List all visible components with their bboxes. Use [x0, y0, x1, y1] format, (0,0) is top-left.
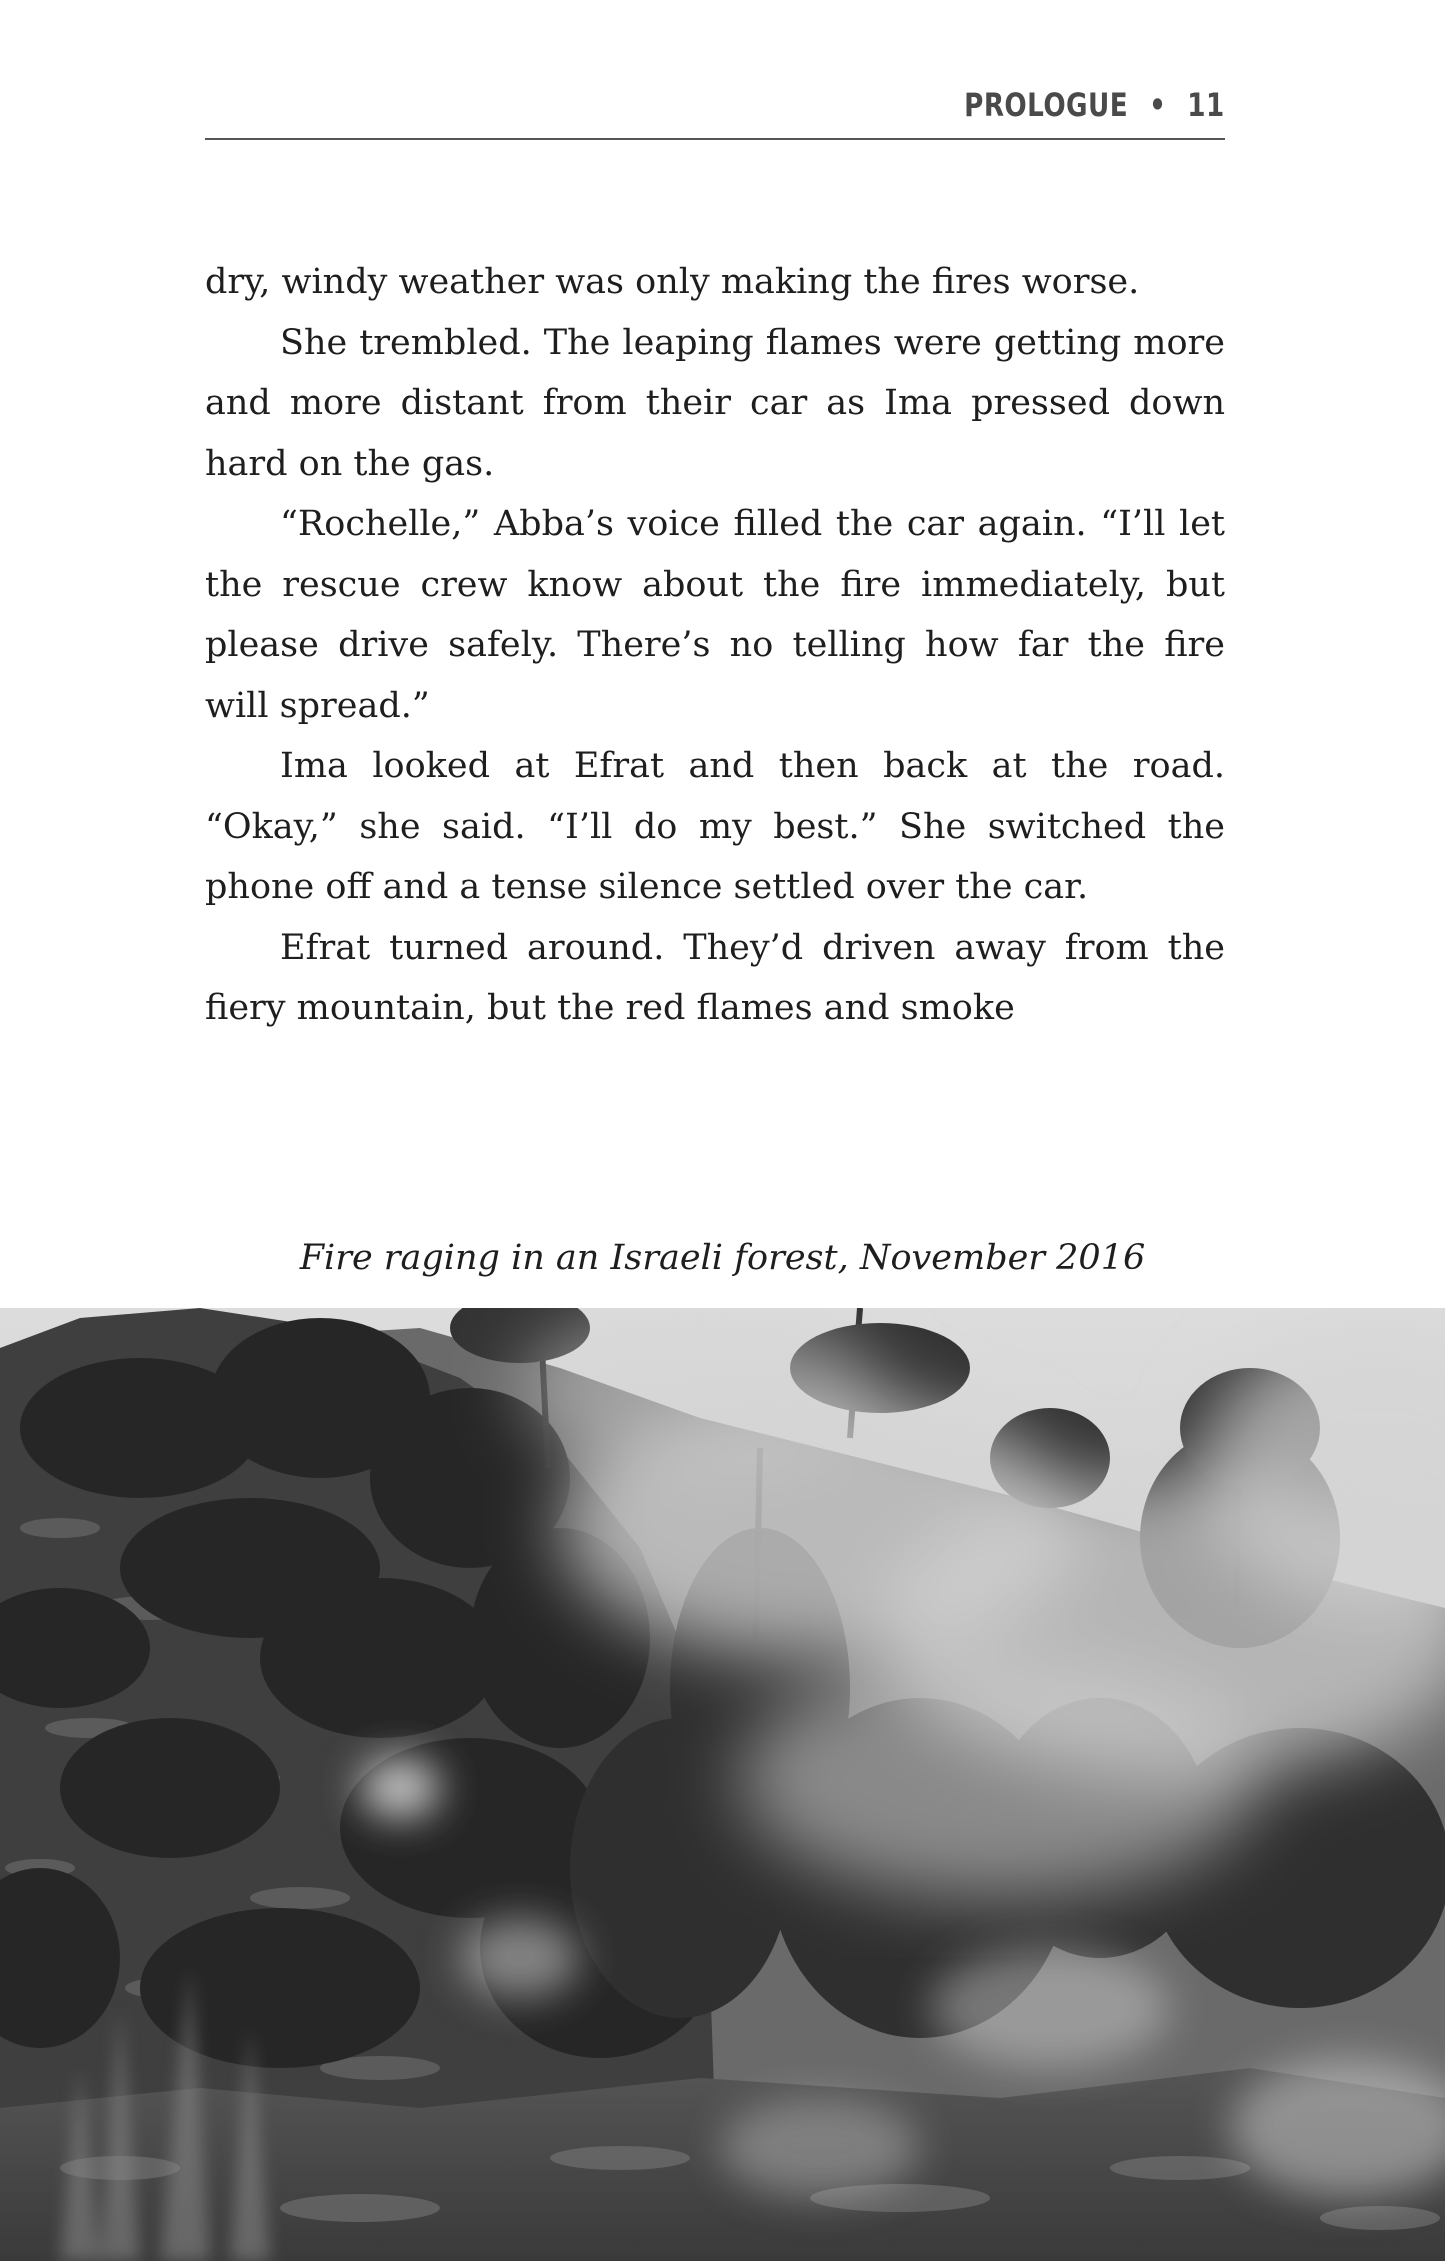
- separator-bullet: •: [1149, 86, 1167, 124]
- running-head-text: [965, 86, 1225, 124]
- paragraph: “Rochelle,” Abba’s voice filled the car again. “I’ll let the rescue crew know about the fire immediately, but please drive safely. There’s no telling how far the fire will spread.”: [205, 504, 1225, 726]
- section-title: PROLOGUE: [964, 86, 1129, 124]
- paragraph: dry, windy weather was only making the fires worse.: [205, 262, 1140, 302]
- paragraph: She trembled. The leaping flames were getting more and more distant from their car as Ima pressed down hard on the gas.: [205, 322, 1225, 484]
- running-head: [205, 80, 1225, 140]
- smoky-forest-hillside-photo: [0, 1308, 1445, 2261]
- page-number: 11: [1187, 86, 1225, 124]
- figure-caption: Fire raging in an Israeli forest, November 2016: [299, 1238, 1146, 1278]
- paragraph: Efrat turned around. They’d driven away from the fiery mountain, but the red flames and smoke: [205, 927, 1225, 1028]
- body-text: [205, 252, 1225, 1039]
- paragraph: Ima looked at Efrat and then back at the road. “Okay,” she said. “I’ll do my best.” She switched the phone off and a tense silence settled over the car.: [205, 746, 1225, 907]
- forest-fire-photo: [0, 1308, 1445, 2261]
